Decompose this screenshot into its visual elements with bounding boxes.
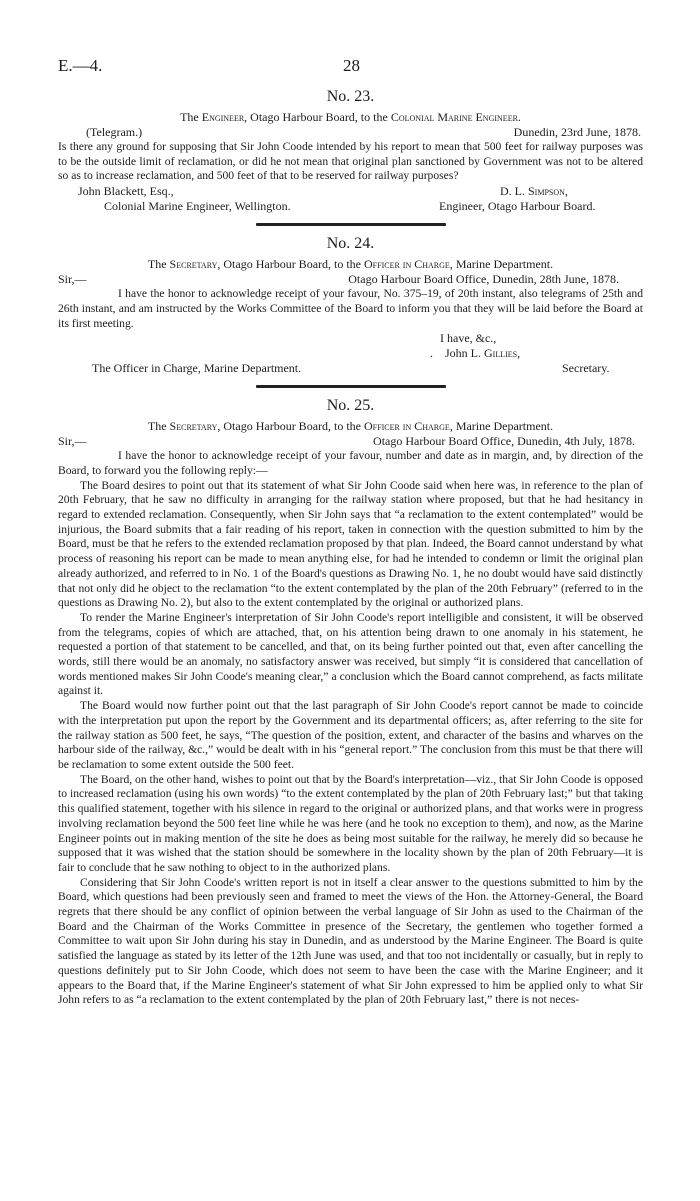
paragraph: The Board desires to point out that its statement of what Sir John Coode said when here was, in reference to the plan of 20th February, that he saw no difficulty in arranging for the railway station where proposed, but that he had hesitancy in regard to extended reclamation. Consequently, when Sir John says that “a reclamation to the extent contemplated” would be injurious, the Board submits that a fair reading of his report, taken in connection with the question submitted to him by the Board, must be that he refers to the extended reclamation proposed by that plan. Indeed, the Board cannot understand by what process of reasoning his report can be made to mean anything else, for had he intended to condemn or limit the original plan already authorized, and referred to in No. 1 of the Board's questions as Drawing No. 1, he no doubt would have said distinctly that not only did he object to the reclamation “to the extent contemplated by the plan of the 20th February” (referred to in the questions as Drawing No. 2), but also to the extent contemplated by the original or authorized plans. (58, 478, 643, 610)
sender-role: Secretary (169, 257, 218, 272)
place-date: Otago Harbour Board Office, Dunedin, 28th June, 1878. (348, 272, 619, 287)
letter-meta (58, 434, 643, 449)
paragraph: Considering that Sir John Coode's written report is not in itself a clear answer to the questions submitted to him by the Board, which questions had been previously seen and framed to meet the views of the Hon. the Attorney-General, the Board regrets that there should be any conflict of opinion between the verbal language of Sir John as used to the Chairman of the Board and the Chairman of the Works Committee in presence of the Secretary, the gentlemen who together formed a Committee to wait upon Sir John during his stay in Dunedin, and as understood by the Marine Engineer. The Board is quite satisfied the language as stated by its letter of the 12th June was used, and that too not incidentally or casually, but in reply to questions definitely put to Sir John Coode, which does not seem to have been the case with the Marine Engineer; and it appears to the Board that, if the Marine Engineer's statement of what Sir John expressed to him be applied only to what Sir John refers to as “a reclamation to the extent contemplated by the plan of 20th February last,” there is not neces- (58, 875, 643, 1007)
signature-row (58, 346, 643, 361)
letter-24 (58, 235, 643, 376)
salutation: Sir,— (58, 434, 87, 449)
place-date: Otago Harbour Board Office, Dunedin, 4th July, 1878. (373, 434, 635, 449)
closing: I have, &c., (440, 331, 497, 346)
letter-address: The Secretary, Otago Harbour Board, to the Officer in Charge, Marine Department. (147, 419, 554, 434)
recipient-role: Officer in Charge (364, 419, 450, 434)
section-divider (256, 223, 446, 226)
recipient: The Officer in Charge, Marine Department. (92, 361, 302, 376)
paragraph: The Board would now further point out that the last paragraph of Sir John Coode's report cannot be made to coincide with the interpretation put upon the report by the Government and its departmental officers; as, after referring to the site for the railway station as 500 feet, he says, “The question of the position, extent, and character of the basins and wharves on the harbour side of the railway, &c.,” would be dealt with in his “general report.” The conclusion from this must be that there will be reclamation to some extent outside the 500 feet. (58, 699, 643, 771)
page-number: 28 (343, 56, 360, 75)
sender-name: . John L. Gillies, (430, 346, 521, 361)
recipient-role: Colonial Marine Engineer (390, 110, 518, 124)
place-date: Dunedin, 23rd June, 1878. (513, 125, 641, 139)
report-reference: E.—4. (58, 56, 103, 75)
sender-name: D. L. Simpson, (500, 184, 568, 199)
signature-titles (58, 361, 643, 376)
closing-row (58, 331, 643, 346)
document-page (58, 56, 643, 1008)
telegram-label: (Telegram.) (86, 125, 143, 139)
recipient-title: Colonial Marine Engineer, Wellington. (104, 199, 291, 214)
sender-title: Secretary. (562, 361, 610, 376)
recipient-role: Officer in Charge (364, 257, 450, 272)
page-header (58, 56, 643, 82)
letter-body: Is there any ground for supposing that Sir John Coode intended by his report to mean that 500 feet for railway purposes was to be the outside limit of reclamation, or did he not mean that original plan sanctioned by Government was not to be altered so as to increase reclamation, and 500 feet of that to be reserved for railway purposes? (58, 140, 643, 183)
section-divider (256, 385, 446, 388)
letter-address: The Engineer, Otago Harbour Board, to the Colonial Marine Engineer. (180, 110, 521, 124)
salutation: Sir,— (58, 272, 87, 287)
letter-meta (58, 272, 643, 287)
recipient-name: John Blackett, Esq., (78, 184, 174, 199)
letter-meta (58, 125, 643, 140)
signature-titles (58, 199, 643, 214)
signature-row (58, 184, 643, 199)
letter-23 (58, 88, 643, 214)
sender-title: Engineer, Otago Harbour Board. (439, 199, 596, 214)
letter-number: No. 25. (326, 397, 375, 415)
sender-role: Secretary (169, 419, 218, 434)
letter-address: The Secretary, Otago Harbour Board, to the Officer in Charge, Marine Department. (147, 257, 554, 272)
paragraph: The Board, on the other hand, wishes to point out that by the Board's interpretation—viz., that Sir John Coode is opposed to increased reclamation (using his own words) “to the extent contemplated by the plan of 20th February last;” but that taking this qualified statement, together with his silence in regard to the original or authorized plans, and that works were in progress involving reclamation beyond the 500 feet line while he was here (and he took no exception to them), and now, as the Marine Engineer points out in making mention of the site he does as being most suitable for the railway, he merely did so because he supposed that it was wished that the station should be somewhere in the locality shown by the plan of 20th February—it is fair to conclude that he saw nothing to object to in the authorized plans. (58, 772, 644, 874)
sender-role: Engineer (201, 110, 245, 124)
letter-body: I have the honor to acknowledge receipt of your favour, No. 375–19, of 20th instant, also telegrams of 25th and 26th instant, and am instructed by the Works Committee of the Board to inform you that they will be laid before the Board at its first meeting. (58, 287, 643, 330)
paragraph: To render the Marine Engineer's interpretation of Sir John Coode's report intelligible and consistent, it will be observed from the telegrams, copies of which are attached, that, on his attention being drawn to one anomaly in his statement, he requested a portion of that statement to be cancelled, and that, on its being further pointed out that, even after cancelling the words, still there would be an anomaly, no satisfactory answer was received, but simply “it is considered that cancellation of words mentioned makes Sir John Coode's meaning clear,” a conclusion which the Board cannot comprehend, as facts militate against it. (58, 610, 643, 698)
paragraph: I have the honor to acknowledge receipt of your favour, number and date as in margin, and, by direction of the Board, to forward you the following reply:— (58, 449, 643, 477)
letter-number: No. 23. (326, 88, 375, 105)
letter-25 (58, 397, 643, 1008)
letter-number: No. 24. (326, 235, 375, 253)
